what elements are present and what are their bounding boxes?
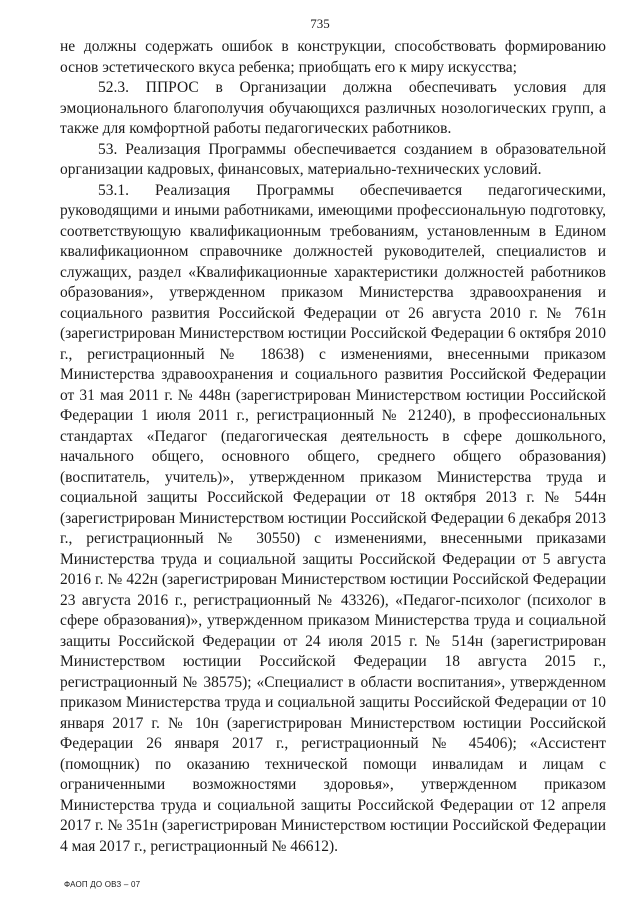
paragraph-continuation: не должны содержать ошибок в конструкции, способствовать формированию основ эстетического вкуса ребенка; приобщать его к миру искусства; <box>60 38 606 76</box>
page-number: 735 <box>310 16 330 31</box>
paragraph-53-1: 53.1. Реализация Программы обеспечивается педагогическими, руководящими и иными работниками, имеющими профессиональную подготовку, соответствующую квалификационным требованиям, установленным в Едином квалификационном справочнике должностей руководителей, специалистов и служащих, раздел «Квалификационные характеристики должностей работников образования», утвержденном приказом Министерства здравоохранения и социального развития Российской Федерации от 26 августа 2010 г. № 761н (зарегистрирован Министерством юстиции Российской Федерации 6 октября 2010 г., регистрационный № 18638) с изменениями, внесенными приказом Министерства здравоохранения и социального развития Российской Федерации от 31 мая 2011 г. № 448н (зарегистрирован Министерством юстиции Российской Федерации 1 июля 2011 г., регистрационный № 21240), в профессиональных стандартах «Педагог (педагогическая деятельность в сфере дошкольного, начального общего, основного общего, среднего общего образования) (воспитатель, учитель)», утвержденном приказом Министерства труда и социальной защиты Российской Федерации от 18 октября 2013 г. № 544н (зарегистрирован Министерством юстиции Российской Федерации 6 декабря 2013 г., регистрационный № 30550) с изменениями, внесенными приказами Министерства труда и социальной защиты Российской Федерации от 5 августа 2016 г. № 422н (зарегистрирован Министерством юстиции Российской Федерации 23 августа 2016 г., регистрационный № 43326), «Педагог-психолог (психолог в сфере образования)», утвержденном приказом Министерства труда и социальной защиты Российской Федерации от 24 июля 2015 г. № 514н (зарегистрирован Министерством юстиции Российской Федерации 18 августа 2015 г., регистрационный № 38575); «Специалист в области воспитания», утвержденном приказом Министерства труда и социальной защиты Российской Федерации от 10 января 2017 г. № 10н (зарегистрирован Министерством юстиции Российской Федерации 26 января 2017 г., регистрационный № 45406); «Ассистент (помощник) по оказанию технической помощи инвалидам и лицам с ограниченными возможностями здоровья», утвержденном приказом Министерства труда и социальной защиты Российской Федерации от 12 апреля 2017 г. № 351н (зарегистрирован Министерством юстиции Российской Федерации 4 мая 2017 г., регистрационный № 46612). <box>60 181 606 855</box>
paragraph-53: 53. Реализация Программы обеспечивается созданием в образовательной организации кадровых, финансовых, материально-технических условий. <box>60 140 606 178</box>
page-footer: ФАОП ДО ОВЗ – 07 <box>64 880 141 889</box>
document-body <box>60 37 606 857</box>
paragraph-52-3: 52.3. ППРОС в Организации должна обеспечивать условия для эмоционального благополучия обучающихся различных нозологических групп, а также для комфортной работы педагогических работников. <box>60 79 606 137</box>
